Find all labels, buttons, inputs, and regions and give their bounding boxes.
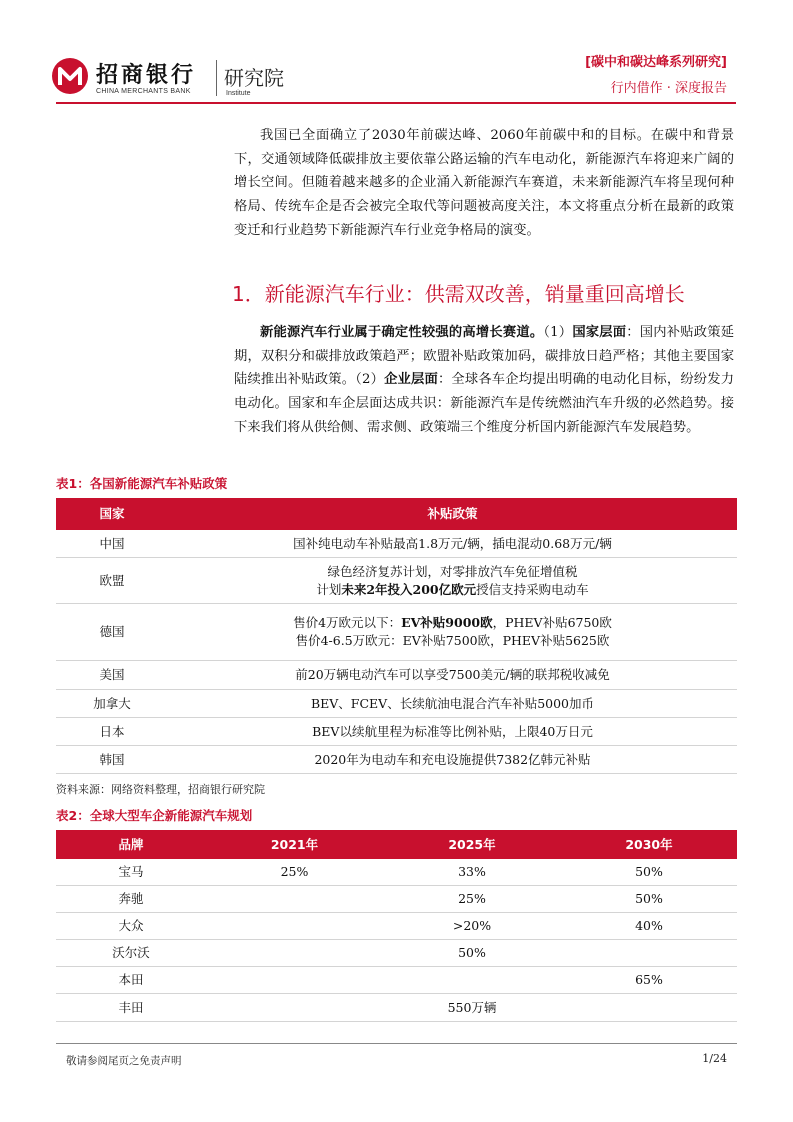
para-bold-national: 国家层面 [572, 325, 627, 340]
footer-disclaimer: 敬请参阅尾页之免责声明 [66, 1055, 182, 1067]
policy-bold: 未来2年投入200亿欧元 [341, 581, 477, 597]
table-row [56, 604, 737, 661]
country-cell: 日本 [99, 723, 125, 739]
brand-cell: 奔驰 [118, 891, 144, 906]
header-rule [56, 102, 736, 104]
table1-header [56, 498, 737, 530]
year2021-cell [206, 940, 383, 966]
table1-caption: 表1：各国新能源汽车补贴政策 [56, 476, 228, 491]
institute-name-cn: 研究院 [224, 66, 284, 90]
intro-paragraph: 我国已全面确立了2030年前碳达峰、2060年前碳中和的目标。在碳中和背景下，交通领域降低碳排放主要依靠公路运输的汽车电动化，新能源汽车将迎来广阔的增长空间。但随着越来越多的企业涌入新能源汽车赛道，未来新能源汽车将呈现何种格局、传统车企是否会被完全取代等问题被高度关注，本文将重点分析在最新的政策变迁和行业趋势下新能源汽车行业竞争格局的演变。 [234, 128, 734, 238]
policy-text: 售价4万欧元以下： [293, 615, 402, 630]
report-type: 行内借作 · 深度报告 [610, 81, 727, 96]
para-text: ：国内补贴政策延期，双积分和碳排放政策趋严；欧盟补贴政策加码，碳排放日趋严格；其他主要国家陆续推出补贴政策。（2） [234, 325, 735, 388]
brand-cell: 宝马 [118, 864, 144, 879]
year2021-cell [206, 886, 383, 912]
table1-header-policy: 补贴政策 [427, 506, 478, 521]
policy-line [293, 614, 612, 632]
table-row [56, 558, 737, 604]
logo-text-en: CHINA MERCHANTS BANK [96, 88, 191, 95]
policy-line: 售价4-6.5万欧元：EV补贴7500欧，PHEV补贴5625欧 [295, 633, 610, 648]
policy-cell: 2020年为电动车和充电设施提供7382亿韩元补贴 [314, 751, 591, 767]
para-text: （1） [543, 325, 573, 340]
table-row [56, 994, 737, 1022]
cmb-logo-mark-icon [52, 58, 88, 94]
policy-bold: EV补贴9000欧 [401, 615, 493, 630]
policy-text: 授信支持采购电动车 [476, 581, 589, 597]
policy-cell: BEV、FCEV、长续航油电混合汽车补贴5000加币 [310, 695, 595, 711]
page-number: 1/24 [702, 1052, 727, 1065]
policy-text: ，PHEV补贴6750欧 [492, 615, 612, 630]
para-bold-enterprise: 企业层面 [384, 372, 438, 388]
table2-caption: 表2：全球大型车企新能源汽车规划 [56, 808, 253, 823]
table2-header-brand: 品牌 [118, 836, 144, 852]
policy-line: 绿色经济复苏计划，对零排放汽车免征增值税 [327, 563, 578, 579]
table2-header-2025: 2025年 [448, 836, 496, 852]
section-paragraph [234, 321, 734, 440]
table2-header-2021: 2021年 [270, 836, 319, 852]
table-row [56, 530, 737, 558]
year2030-cell: 40% [635, 918, 663, 933]
policy-cell [168, 558, 737, 603]
policy-line [316, 581, 588, 599]
institute-name-en: Institute [226, 90, 251, 97]
year2021-cell [206, 994, 383, 1021]
year2021-cell: 25% [280, 864, 309, 879]
country-cell: 欧盟 [99, 572, 125, 588]
table2-header [56, 830, 737, 859]
policy-text: 计划 [316, 581, 342, 597]
year2030-cell: 50% [635, 891, 663, 906]
country-cell: 加拿大 [93, 695, 131, 711]
brand-cell: 丰田 [118, 999, 144, 1015]
year2025-cell: 550万辆 [447, 999, 497, 1015]
logo-text-cn: 招商银行 [96, 63, 197, 88]
year2025-cell: 33% [458, 864, 486, 879]
year2021-cell [206, 913, 383, 939]
table-row [56, 746, 737, 774]
policy-cell [168, 604, 737, 660]
footer-rule [56, 1043, 737, 1044]
table-row [56, 886, 737, 913]
policy-cell: BEV以续航里程为标准等比例补贴，上限40万日元 [312, 723, 593, 739]
country-cell: 美国 [99, 667, 125, 682]
brand-cell: 大众 [118, 918, 144, 933]
year2030-cell: 50% [635, 864, 663, 879]
para-text: ：全球各车企均提出明确的电动化目标，纷纷发力电动化。国家和车企层面达成共识：新能源汽车是传统燃油汽车升级的必然趋势。接下来我们将从供给侧、需求侧、政策端三个维度分析国内新能源汽车发展趋势。 [234, 372, 735, 435]
year2030-cell: 65% [635, 972, 663, 987]
table-row [56, 913, 737, 940]
country-cell: 德国 [99, 624, 125, 639]
year2025-cell: 50% [458, 945, 486, 960]
table1-header-country: 国家 [99, 506, 125, 521]
policy-cell: 前20万辆电动汽车可以享受7500美元/辆的联邦税收减免 [295, 667, 610, 682]
logo-divider [216, 60, 217, 96]
year2025-cell: 25% [458, 891, 486, 906]
policy-cell: 国补纯电动车补贴最高1.8万元/辆，插电混动0.68万元/辆 [293, 535, 612, 551]
section-title: 1．新能源汽车行业：供需双改善，销量重回高增长 [232, 282, 685, 306]
year2030-cell [561, 940, 737, 966]
country-cell: 中国 [99, 535, 125, 551]
table-row [56, 690, 737, 718]
table1-source: 资料来源：网络资料整理，招商银行研究院 [56, 783, 265, 796]
country-cell: 韩国 [99, 751, 125, 767]
table2-header-2030: 2030年 [625, 836, 673, 852]
year2030-cell [561, 994, 737, 1021]
series-tag: [碳中和碳达峰系列研究] [585, 55, 727, 70]
year2025-cell: >20% [452, 918, 492, 933]
para-bold-lead: 新能源汽车行业属于确定性较强的高增长赛道。 [260, 325, 544, 340]
brand-cell: 沃尔沃 [112, 945, 150, 960]
year2021-cell [206, 967, 383, 993]
brand-cell: 本田 [118, 972, 144, 987]
table-row [56, 940, 737, 967]
table-row [56, 967, 737, 994]
table-row [56, 859, 737, 886]
year2025-cell [383, 967, 561, 993]
table-row [56, 661, 737, 690]
table-row [56, 718, 737, 746]
